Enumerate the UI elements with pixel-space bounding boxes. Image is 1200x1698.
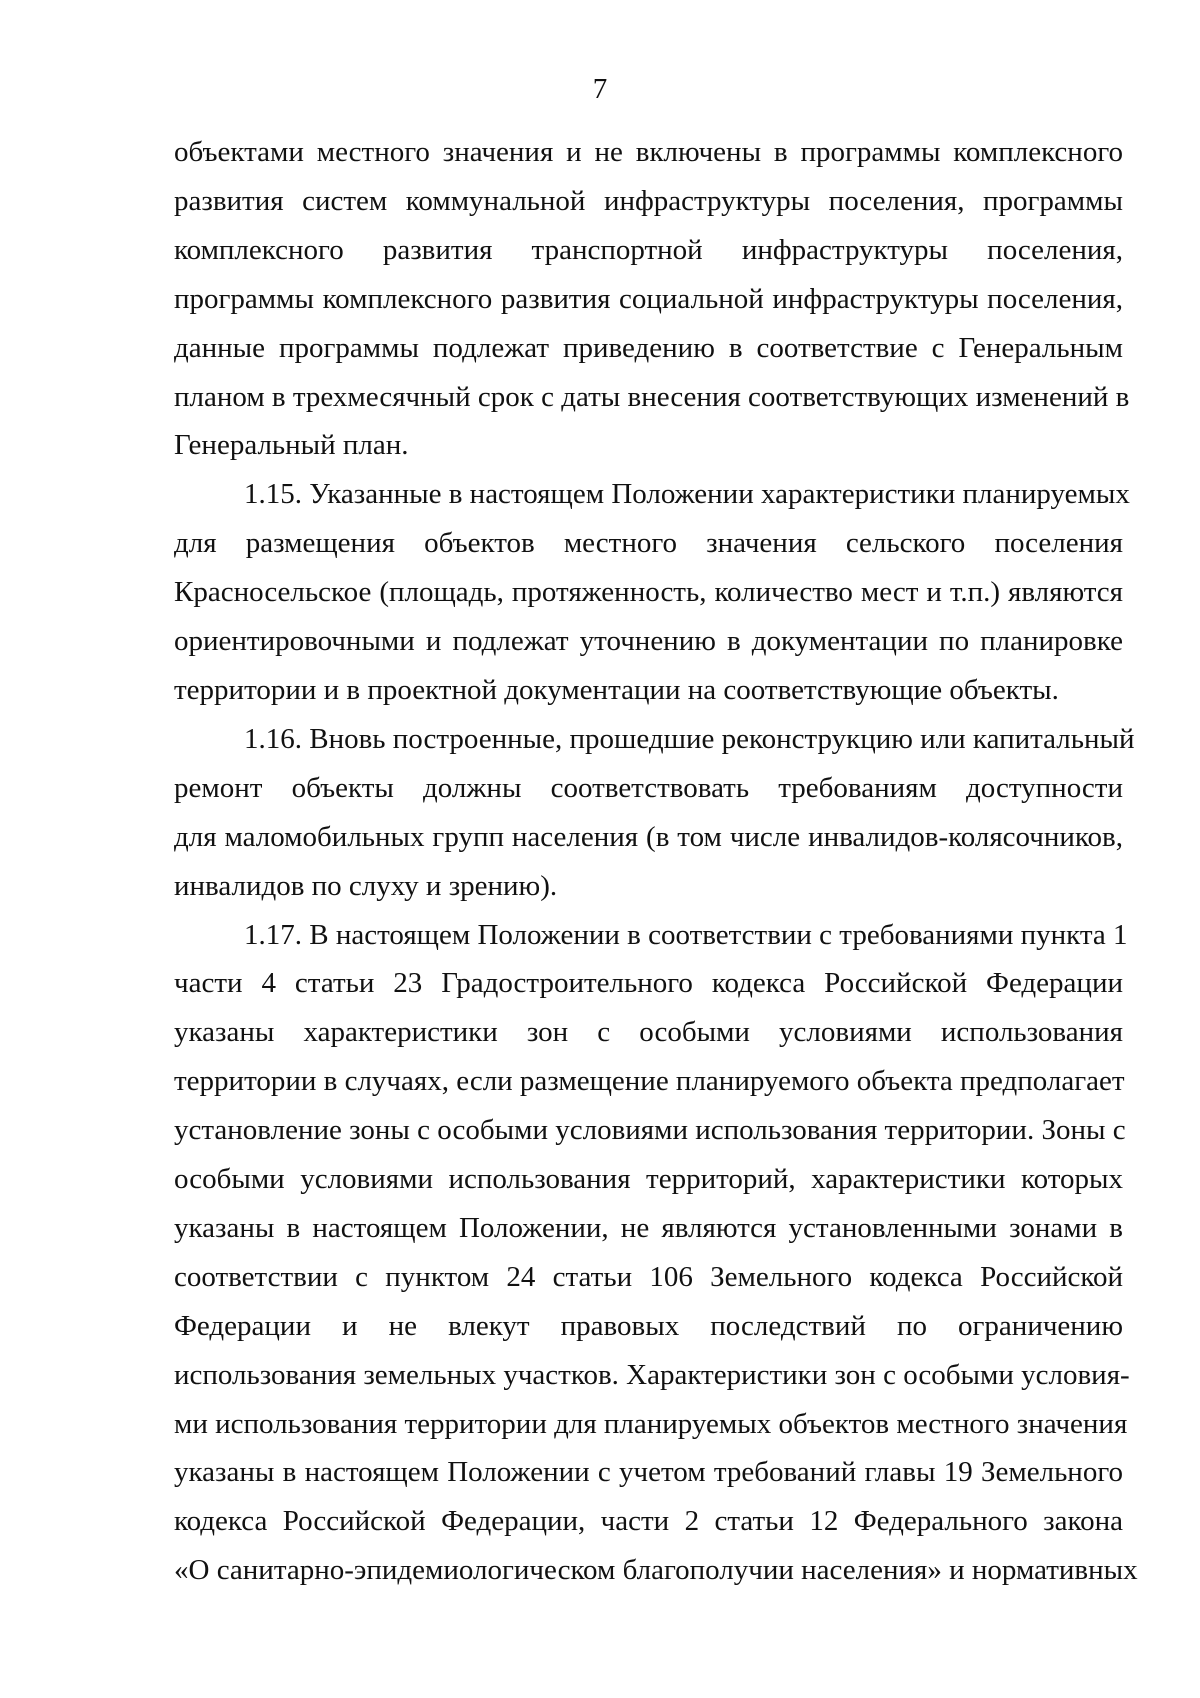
page-number: 7 xyxy=(592,73,608,105)
text-line: территории и в проектной документации на соответствующие объекты. xyxy=(174,673,1059,706)
text-line: ориентировочными и подлежат уточнению в документации по планировке xyxy=(174,625,1123,658)
text-line: 1.15. Указанные в настоящем Положении характеристики планируемых xyxy=(244,478,1130,511)
paragraph xyxy=(174,715,1135,911)
text-line: особыми условиями использования территорий, характеристики которых xyxy=(174,1163,1123,1196)
text-line: указаны в настоящем Положении, не являются установленными зонами в xyxy=(174,1211,1123,1244)
text-line: использования земельных участков. Характеристики зон с особыми условия- xyxy=(174,1358,1130,1391)
text-line: инвалидов по слуху и зрению). xyxy=(174,869,558,902)
text-line: комплексного развития транспортной инфраструктуры поселения, xyxy=(174,233,1123,266)
text-line: развития систем коммунальной инфраструктуры поселения, программы xyxy=(174,184,1123,217)
document-body xyxy=(174,128,1138,1595)
text-line: для маломобильных групп населения (в том числе инвалидов-колясочников, xyxy=(174,820,1123,853)
text-line: кодекса Российской Федерации, части 2 статьи 12 Федерального закона xyxy=(174,1505,1123,1538)
text-line: 1.17. В настоящем Положении в соответствии с требованиями пункта 1 xyxy=(244,918,1128,951)
text-line: 1.16. Вновь построенные, прошедшие реконструкцию или капитальный xyxy=(244,722,1135,755)
paragraph xyxy=(174,470,1130,715)
text-line: Федерации и не влекут правовых последствий по ограничению xyxy=(174,1309,1123,1342)
text-line: планом в трехмесячный срок с даты внесения соответствующих изменений в xyxy=(174,380,1130,413)
text-line: объектами местного значения и не включены в программы комплексного xyxy=(174,136,1123,168)
paragraph xyxy=(174,128,1130,470)
paragraph xyxy=(174,911,1138,1596)
text-line: ремонт объекты должны соответствовать требованиям доступности xyxy=(174,771,1123,804)
text-line: Генеральный план. xyxy=(174,429,409,462)
text-line: указаны в настоящем Положении с учетом требований главы 19 Земельного xyxy=(174,1456,1123,1489)
text-line: программы комплексного развития социальной инфраструктуры поселения, xyxy=(174,282,1123,315)
text-line: территории в случаях, если размещение планируемого объекта предполагает xyxy=(174,1065,1125,1098)
text-line: Красносельское (площадь, протяженность, количество мест и т.п.) являются xyxy=(174,576,1123,609)
text-line: для размещения объектов местного значения сельского поселения xyxy=(174,527,1123,560)
text-line: установление зоны с особыми условиями использования территории. Зоны с xyxy=(174,1114,1126,1147)
text-line: части 4 статьи 23 Градостроительного кодекса Российской Федерации xyxy=(174,967,1123,1000)
text-line: данные программы подлежат приведению в соответствие с Генеральным xyxy=(174,331,1123,364)
text-line: соответствии с пунктом 24 статьи 106 Земельного кодекса Российской xyxy=(174,1260,1123,1293)
text-line: «О санитарно-эпидемиологическом благополучии населения» и нормативных xyxy=(174,1554,1138,1587)
text-line: ми использования территории для планируемых объектов местного значения xyxy=(174,1407,1128,1440)
text-line: указаны характеристики зон с особыми условиями использования xyxy=(174,1016,1123,1049)
